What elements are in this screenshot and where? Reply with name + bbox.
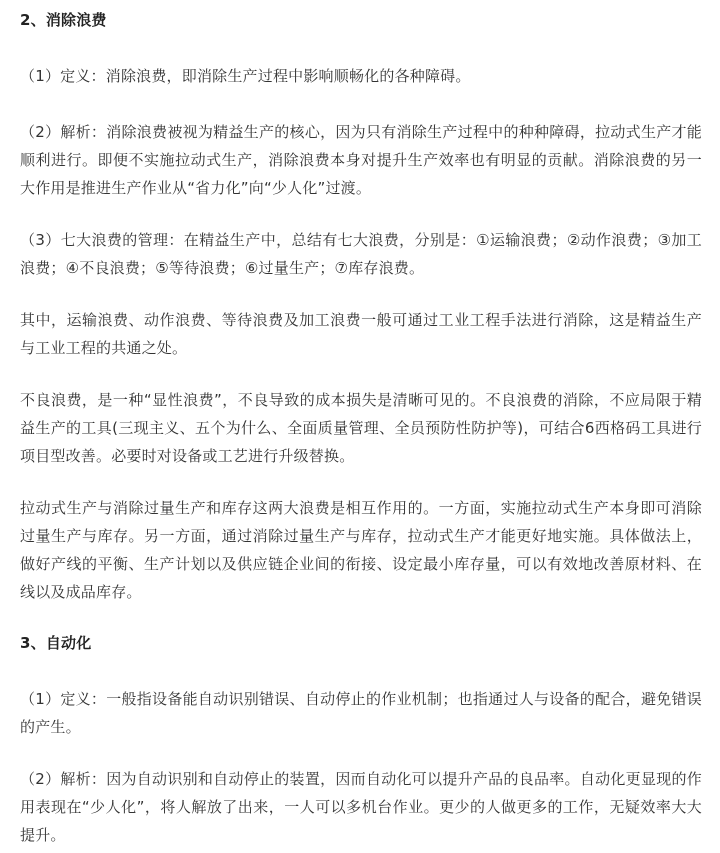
paragraph-defect-waste: 不良浪费，是一种“显性浪费”，不良导致的成本损失是清晰可见的。不良浪费的消除，不应局限于精益生产的工具(三现主义、五个为什么、全面质量管理、全员预防性防护等)，可结合6西格码工具进行项目型改善。必要时对设备或工艺进行升级替换。 [20,391,702,465]
paragraph-pull-production: 拉动式生产与消除过量生产和库存这两大浪费是相互作用的。一方面，实施拉动式生产本身即可消除过量生产与库存。另一方面，通过消除过量生产与库存，拉动式生产才能更好地实施。具体做法上，做好产线的平衡、生产计划以及供应链企业间的衔接、设定最小库存量，可以有效地改善原材料、在线以及成品库存。 [20,499,702,601]
paragraph-waste-definition: （1）定义：消除浪费，即消除生产过程中影响顺畅化的各种障碍。 [20,67,471,85]
paragraph-waste-analysis: （2）解析：消除浪费被视为精益生产的核心，因为只有消除生产过程中的种种障碍，拉动式生产才能顺利进行。即便不实施拉动式生产，消除浪费本身对提升生产效率也有明显的贡献。消除浪费的另一大作用是推进生产作业从“省力化”向“少人化”过渡。 [20,123,702,197]
paragraph-industrial-engineering: 其中，运输浪费、动作浪费、等待浪费及加工浪费一般可通过工业工程手法进行消除，这是精益生产与工业工程的共通之处。 [20,311,702,357]
section-heading-waste: 2、消除浪费 [20,11,107,29]
paragraph-automation-definition: （1）定义：一般指设备能自动识别错误、自动停止的作业机制；也指通过人与设备的配合，避免错误的产生。 [20,690,702,736]
section-heading-automation: 3、自动化 [20,634,92,652]
paragraph-automation-analysis: （2）解析：因为自动识别和自动停止的装置，因而自动化可以提升产品的良品率。自动化更显现的作用表现在“少人化”，将人解放了出来，一人可以多机台作业。更少的人做更多的工作，无疑效率大大提升。 [20,770,702,844]
paragraph-seven-wastes: （3）七大浪费的管理：在精益生产中，总结有七大浪费，分别是：①运输浪费；②动作浪费；③加工浪费；④不良浪费；⑤等待浪费；⑥过量生产；⑦库存浪费。 [20,231,702,277]
